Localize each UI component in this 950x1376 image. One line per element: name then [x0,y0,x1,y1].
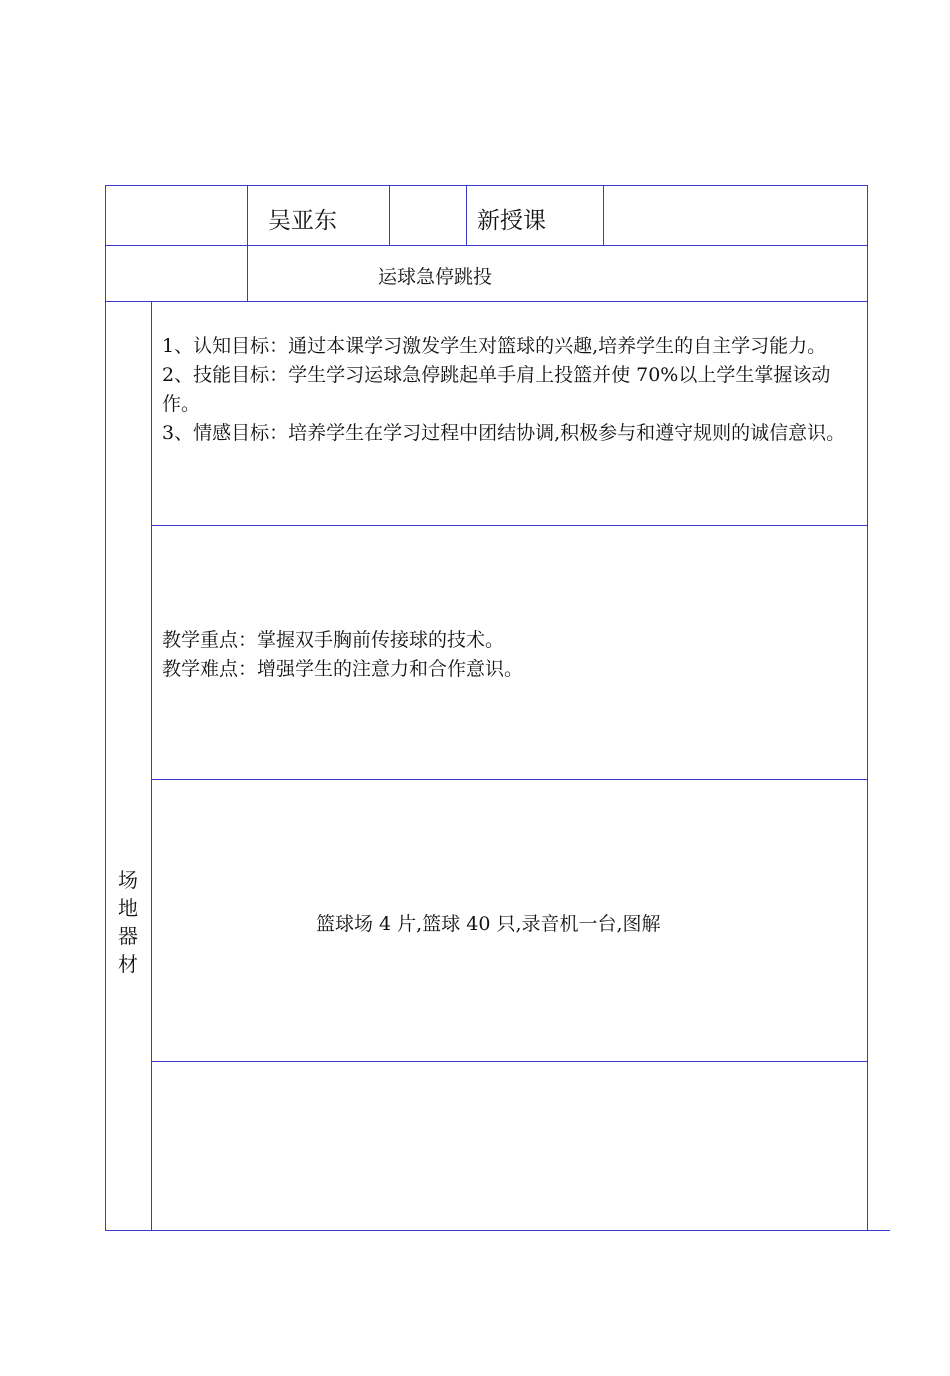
equipment-label-char: 材 [118,952,138,976]
row-divider [151,525,868,526]
table-border-top [105,185,868,186]
objectives-block [162,332,862,448]
row-divider [151,779,868,780]
teaching-difficulty: 教学难点：增强学生的注意力和合作意识。 [162,658,524,680]
column-divider [466,185,467,245]
row-divider [105,245,868,246]
objective-affective: 3、情感目标：培养学生在学习过程中团结协调,积极参与和遵守规则的诚信意识。 [162,422,846,444]
column-divider [603,185,604,245]
equipment-label-char: 地 [118,896,138,920]
key-points-block [162,626,862,684]
row-divider [151,1061,868,1062]
teacher-name: 吴亚东 [268,208,337,234]
lesson-type: 新授课 [477,208,546,234]
equipment-content: 篮球场 4 片,篮球 40 只,录音机一台,图解 [316,913,661,935]
table-border-right [867,185,868,1231]
column-divider [247,185,248,302]
equipment-label [108,866,148,978]
column-divider [389,185,390,245]
objective-skill: 2、技能目标：学生学习运球急停跳起单手肩上投篮并使 70%以上学生掌握该动作。 [162,364,831,415]
lesson-topic: 运球急停跳投 [378,266,493,288]
equipment-label-char: 场 [118,868,138,892]
row-divider [105,301,868,302]
table-border-left [105,185,106,1231]
table-border-bottom [105,1230,890,1231]
column-divider [151,301,152,1231]
equipment-label-char: 器 [118,924,138,948]
teaching-focus: 教学重点：掌握双手胸前传接球的技术。 [162,629,505,651]
objective-cognitive: 1、认知目标：通过本课学习激发学生对篮球的兴趣,培养学生的自主学习能力。 [162,335,827,357]
